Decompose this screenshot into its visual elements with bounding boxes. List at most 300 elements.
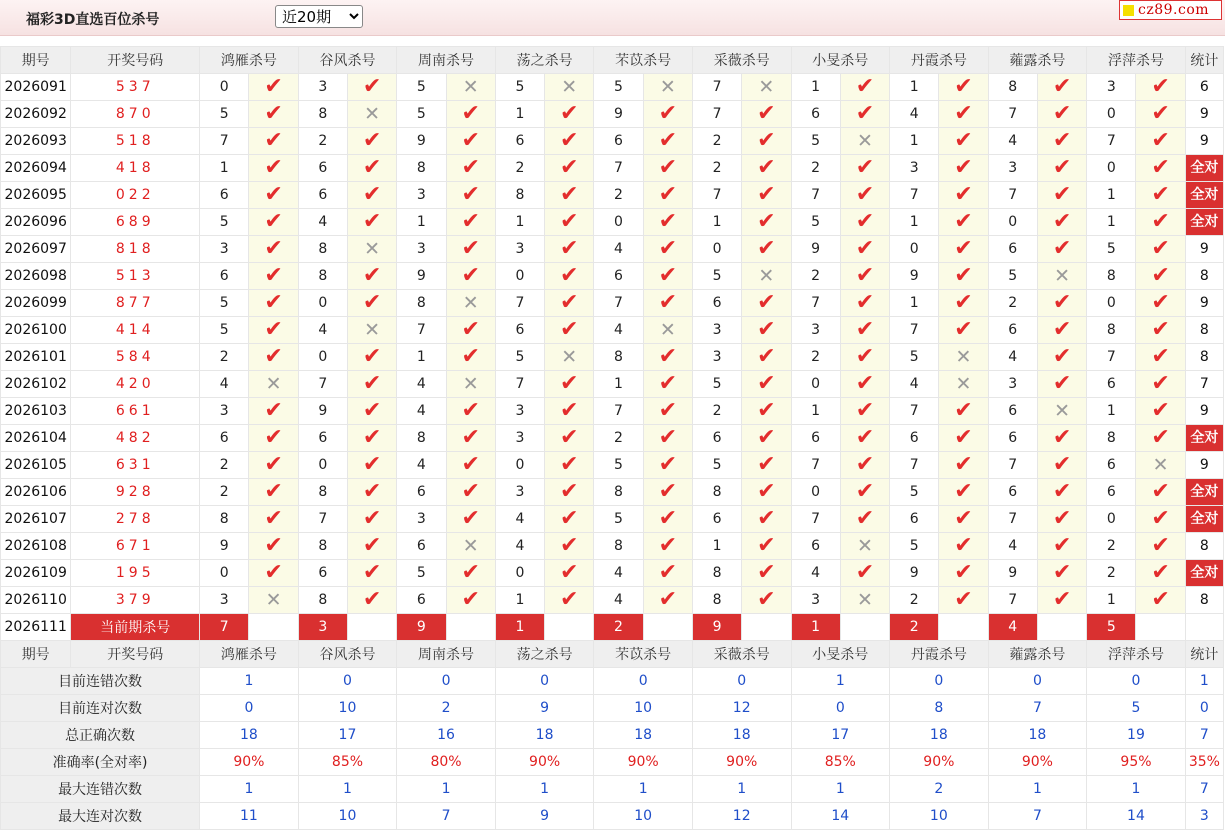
stats-value: 7 (988, 695, 1087, 722)
kill-number-cell: 0 (890, 236, 939, 263)
column-header-expert[interactable]: 芣苡杀号 (594, 47, 693, 74)
stats-label: 准确率(全对率) (1, 749, 200, 776)
result-cell (643, 344, 692, 371)
check-icon: ✔ (461, 425, 480, 450)
total-cell: 9 (1185, 398, 1223, 425)
result-cell (939, 182, 988, 209)
stats-row (1, 803, 1224, 830)
result-cell (1037, 236, 1086, 263)
check-icon: ✔ (757, 398, 776, 423)
check-icon: ✔ (658, 398, 678, 423)
column-header-expert[interactable]: 采薇杀号 (692, 47, 791, 74)
result-cell (1037, 425, 1086, 452)
kill-number-cell: 3 (495, 479, 544, 506)
check-icon: ✔ (855, 425, 875, 450)
result-cell (249, 209, 298, 236)
check-icon: ✔ (757, 317, 776, 342)
result-cell (643, 560, 692, 587)
total-cell (1185, 209, 1223, 236)
kill-number-cell: 4 (791, 560, 840, 587)
check-icon: ✔ (658, 209, 678, 234)
kill-number-cell: 7 (692, 101, 741, 128)
result-cell (446, 452, 495, 479)
current-kill-number: 4 (988, 614, 1037, 641)
kill-number-cell: 2 (791, 344, 840, 371)
result-cell (249, 101, 298, 128)
result-cell (1136, 263, 1185, 290)
stats-label: 最大连错次数 (1, 776, 200, 803)
all-correct-badge: 全对 (1186, 560, 1223, 586)
check-icon: ✔ (362, 155, 382, 180)
kill-number-cell: 7 (594, 398, 643, 425)
draw-number-cell: 513 (71, 263, 200, 290)
stats-value: 80% (397, 749, 496, 776)
result-cell (347, 263, 396, 290)
check-icon: ✔ (954, 263, 973, 288)
column-header-expert[interactable]: 周南杀号 (397, 641, 496, 668)
kill-number-cell: 6 (594, 263, 643, 290)
column-header-expert[interactable]: 芣苡杀号 (594, 641, 693, 668)
result-cell (1136, 479, 1185, 506)
column-header-period: 期号 (1, 641, 71, 668)
result-cell (1037, 182, 1086, 209)
draw-number-cell: 661 (71, 398, 200, 425)
kill-number-cell: 9 (397, 128, 446, 155)
kill-number-cell: 4 (890, 101, 939, 128)
column-header-expert[interactable]: 荡之杀号 (495, 47, 594, 74)
result-cell (446, 425, 495, 452)
result-cell (643, 533, 692, 560)
cross-icon: ✕ (265, 373, 282, 395)
result-cell (1136, 101, 1185, 128)
kill-number-cell: 8 (298, 587, 347, 614)
column-header-expert[interactable]: 鸿雁杀号 (200, 641, 299, 668)
result-cell (840, 425, 889, 452)
total-cell (1185, 560, 1223, 587)
check-icon: ✔ (264, 209, 283, 234)
kill-number-cell: 6 (1087, 479, 1136, 506)
kill-number-cell: 4 (495, 506, 544, 533)
check-icon: ✔ (264, 398, 283, 423)
period-cell: 2026106 (1, 479, 71, 506)
stats-value: 0 (200, 695, 299, 722)
result-cell (742, 155, 791, 182)
check-icon: ✔ (757, 182, 776, 207)
result-cell (249, 317, 298, 344)
result-cell (347, 209, 396, 236)
result-cell (249, 344, 298, 371)
period-select[interactable] (275, 5, 363, 28)
stats-value: 1 (791, 668, 890, 695)
result-cell (742, 290, 791, 317)
result-cell (545, 398, 594, 425)
kill-number-cell: 6 (495, 128, 544, 155)
column-header-expert[interactable]: 小旻杀号 (791, 47, 890, 74)
result-cell (742, 425, 791, 452)
total-cell (1185, 182, 1223, 209)
result-cell (347, 182, 396, 209)
column-header-expert[interactable]: 周南杀号 (397, 47, 496, 74)
check-icon: ✔ (560, 425, 579, 450)
stats-value: 0 (692, 668, 791, 695)
result-cell (249, 263, 298, 290)
kill-number-cell: 0 (495, 560, 544, 587)
stats-value: 0 (890, 668, 989, 695)
cross-icon: ✕ (955, 346, 972, 368)
stats-value: 90% (495, 749, 594, 776)
kill-number-cell: 1 (594, 371, 643, 398)
kill-number-cell: 1 (890, 74, 939, 101)
draw-number-cell: 818 (71, 236, 200, 263)
check-icon: ✔ (1151, 317, 1170, 342)
stats-value: 0 (397, 668, 496, 695)
result-cell (1037, 128, 1086, 155)
stats-value: 18 (988, 722, 1087, 749)
kill-number-cell: 9 (594, 101, 643, 128)
draw-number-cell: 689 (71, 209, 200, 236)
check-icon: ✔ (855, 209, 875, 234)
result-cell (446, 533, 495, 560)
result-cell (249, 452, 298, 479)
check-icon: ✔ (461, 182, 480, 207)
current-kill-spacer (446, 614, 495, 641)
check-icon: ✔ (954, 317, 973, 342)
kill-number-cell: 0 (988, 209, 1037, 236)
stats-row (1, 695, 1224, 722)
period-cell: 2026091 (1, 74, 71, 101)
column-header-expert[interactable]: 小旻杀号 (791, 641, 890, 668)
kill-number-cell: 3 (397, 182, 446, 209)
result-cell (545, 182, 594, 209)
kill-number-cell: 1 (495, 209, 544, 236)
check-icon: ✔ (658, 371, 678, 396)
kill-number-cell: 0 (692, 236, 741, 263)
kill-number-cell: 7 (692, 182, 741, 209)
kill-number-cell: 6 (692, 290, 741, 317)
current-kill-number: 1 (495, 614, 544, 641)
kill-number-cell: 7 (890, 317, 939, 344)
result-cell (1136, 344, 1185, 371)
result-cell (249, 74, 298, 101)
kill-number-cell: 9 (791, 236, 840, 263)
check-icon: ✔ (855, 101, 875, 126)
result-cell (742, 209, 791, 236)
kill-number-cell: 2 (791, 263, 840, 290)
stats-value: 0 (495, 668, 594, 695)
stats-value: 1 (1087, 776, 1186, 803)
result-cell (742, 560, 791, 587)
result-cell (939, 236, 988, 263)
check-icon: ✔ (1151, 101, 1170, 126)
check-icon: ✔ (954, 182, 973, 207)
kill-number-cell: 8 (594, 344, 643, 371)
stats-value: 1 (495, 776, 594, 803)
result-cell (840, 479, 889, 506)
check-icon: ✔ (461, 317, 480, 342)
result-cell (840, 128, 889, 155)
period-cell: 2026092 (1, 101, 71, 128)
stats-value: 90% (200, 749, 299, 776)
period-cell: 2026109 (1, 560, 71, 587)
check-icon: ✔ (264, 479, 283, 504)
result-cell (347, 344, 396, 371)
site-logo[interactable] (1119, 0, 1222, 20)
kill-number-cell: 9 (397, 263, 446, 290)
stats-value: 9 (495, 803, 594, 830)
check-icon: ✔ (264, 101, 283, 126)
column-header-expert[interactable]: 谷风杀号 (298, 47, 397, 74)
check-icon: ✔ (954, 587, 973, 612)
check-icon: ✔ (560, 398, 579, 423)
check-icon: ✔ (1151, 344, 1170, 369)
result-cell (1037, 317, 1086, 344)
result-cell (939, 452, 988, 479)
total-cell: 8 (1185, 533, 1223, 560)
result-cell (840, 263, 889, 290)
check-icon: ✔ (560, 209, 579, 234)
kill-number-cell: 7 (594, 290, 643, 317)
result-cell (347, 236, 396, 263)
column-header-number: 开奖号码 (71, 641, 200, 668)
result-cell (1136, 290, 1185, 317)
draw-number-cell: 195 (71, 560, 200, 587)
result-cell (446, 182, 495, 209)
check-icon: ✔ (1151, 209, 1170, 234)
result-cell (643, 452, 692, 479)
kill-number-cell: 1 (495, 587, 544, 614)
kill-number-cell: 2 (988, 290, 1037, 317)
column-header-expert[interactable]: 蕹露杀号 (988, 641, 1087, 668)
column-header-expert[interactable]: 荡之杀号 (495, 641, 594, 668)
kill-number-cell: 2 (200, 479, 249, 506)
result-cell (643, 155, 692, 182)
kill-number-cell: 6 (988, 236, 1037, 263)
stats-value: 10 (594, 695, 693, 722)
column-header-expert[interactable]: 谷风杀号 (298, 641, 397, 668)
draw-number-cell: 584 (71, 344, 200, 371)
check-icon: ✔ (658, 128, 678, 153)
result-cell (1037, 371, 1086, 398)
check-icon: ✔ (855, 263, 875, 288)
kill-number-cell: 1 (495, 101, 544, 128)
check-icon: ✔ (264, 128, 283, 153)
cross-icon: ✕ (856, 535, 873, 557)
top-bar (0, 0, 1225, 36)
table-row (1, 101, 1224, 128)
result-cell (446, 506, 495, 533)
check-icon: ✔ (264, 155, 283, 180)
current-kill-number: 5 (1087, 614, 1136, 641)
check-icon: ✔ (1052, 344, 1072, 369)
result-cell (249, 398, 298, 425)
table-row (1, 209, 1224, 236)
stats-total: 3 (1185, 803, 1223, 830)
check-icon: ✔ (954, 128, 973, 153)
check-icon: ✔ (757, 344, 776, 369)
stats-value: 2 (890, 776, 989, 803)
logo-square-icon (1123, 5, 1134, 16)
result-cell (545, 371, 594, 398)
result-cell (643, 74, 692, 101)
stats-value: 90% (594, 749, 693, 776)
kill-number-cell: 5 (692, 263, 741, 290)
column-header-expert[interactable]: 采薇杀号 (692, 641, 791, 668)
result-cell (446, 560, 495, 587)
stats-value: 1 (298, 776, 397, 803)
stats-value: 0 (298, 668, 397, 695)
total-cell: 9 (1185, 290, 1223, 317)
check-icon: ✔ (855, 560, 875, 585)
result-cell (939, 425, 988, 452)
kill-number-cell: 6 (1087, 452, 1136, 479)
total-cell: 8 (1185, 344, 1223, 371)
kill-number-cell: 8 (397, 155, 446, 182)
result-cell (840, 560, 889, 587)
check-icon: ✔ (461, 587, 480, 612)
kill-number-cell: 2 (692, 398, 741, 425)
result-cell (1037, 263, 1086, 290)
current-kill-spacer (742, 614, 791, 641)
column-header-expert[interactable]: 浮萍杀号 (1087, 47, 1186, 74)
kill-number-cell: 8 (397, 290, 446, 317)
stats-value: 10 (298, 803, 397, 830)
result-cell (742, 236, 791, 263)
check-icon: ✔ (855, 479, 875, 504)
column-header-expert[interactable]: 丹霞杀号 (890, 641, 989, 668)
page-title: 福彩3D直选百位杀号 (26, 12, 160, 28)
kill-number-cell: 6 (988, 479, 1037, 506)
result-cell (1037, 452, 1086, 479)
result-cell (742, 182, 791, 209)
current-kill-number: 9 (692, 614, 741, 641)
kill-number-cell: 1 (890, 128, 939, 155)
stats-header-row (1, 641, 1224, 668)
check-icon: ✔ (1052, 236, 1072, 261)
table-header (1, 47, 1224, 74)
result-cell (643, 425, 692, 452)
column-header-expert[interactable]: 丹霞杀号 (890, 47, 989, 74)
all-correct-badge: 全对 (1186, 155, 1223, 181)
table-row (1, 317, 1224, 344)
check-icon: ✔ (560, 587, 579, 612)
period-cell: 2026099 (1, 290, 71, 317)
draw-number-cell: 418 (71, 155, 200, 182)
kill-number-cell: 5 (1087, 236, 1136, 263)
result-cell (1037, 398, 1086, 425)
table-row (1, 182, 1224, 209)
result-cell (446, 155, 495, 182)
kill-number-cell: 3 (200, 398, 249, 425)
kill-number-cell: 2 (200, 344, 249, 371)
check-icon: ✔ (264, 506, 283, 531)
kill-number-cell: 3 (692, 317, 741, 344)
kill-number-cell: 8 (298, 236, 347, 263)
check-icon: ✔ (560, 560, 579, 585)
current-kill-spacer (840, 614, 889, 641)
check-icon: ✔ (658, 587, 678, 612)
column-header-expert[interactable]: 蕹露杀号 (988, 47, 1087, 74)
draw-number-cell: 671 (71, 533, 200, 560)
cross-icon: ✕ (561, 346, 578, 368)
check-icon: ✔ (560, 101, 579, 126)
kill-number-cell: 7 (988, 182, 1037, 209)
column-header-expert[interactable]: 浮萍杀号 (1087, 641, 1186, 668)
kill-number-cell: 4 (298, 317, 347, 344)
draw-number-cell: 631 (71, 452, 200, 479)
check-icon: ✔ (1151, 155, 1170, 180)
check-icon: ✔ (1052, 560, 1072, 585)
check-icon: ✔ (954, 155, 973, 180)
result-cell (545, 236, 594, 263)
result-cell (939, 371, 988, 398)
result-cell (643, 128, 692, 155)
table-row (1, 587, 1224, 614)
kill-number-cell: 0 (1087, 155, 1136, 182)
kill-number-cell: 0 (200, 560, 249, 587)
result-cell (249, 128, 298, 155)
stats-row (1, 668, 1224, 695)
column-header-expert[interactable]: 鸿雁杀号 (200, 47, 299, 74)
total-cell (1185, 155, 1223, 182)
check-icon: ✔ (461, 209, 480, 234)
check-icon: ✔ (461, 398, 480, 423)
result-cell (545, 101, 594, 128)
kill-number-cell: 5 (692, 452, 741, 479)
stats-row (1, 776, 1224, 803)
kill-number-cell: 0 (791, 479, 840, 506)
site-logo-text: cz89.com (1138, 2, 1210, 18)
kill-number-cell: 4 (594, 587, 643, 614)
check-icon: ✔ (461, 506, 480, 531)
result-cell (643, 371, 692, 398)
kill-number-cell: 3 (791, 587, 840, 614)
result-cell (840, 398, 889, 425)
stats-value: 5 (1087, 695, 1186, 722)
check-icon: ✔ (954, 236, 973, 261)
check-icon: ✔ (560, 506, 579, 531)
kill-number-cell: 1 (692, 533, 741, 560)
kill-number-cell: 3 (495, 398, 544, 425)
column-header-total: 统计 (1185, 47, 1223, 74)
check-icon: ✔ (1151, 263, 1170, 288)
check-icon: ✔ (362, 344, 382, 369)
kill-number-cell: 4 (495, 533, 544, 560)
table-row (1, 533, 1224, 560)
check-icon: ✔ (461, 344, 480, 369)
total-cell (1185, 479, 1223, 506)
total-cell (1185, 425, 1223, 452)
kill-number-cell: 6 (298, 182, 347, 209)
result-cell (939, 506, 988, 533)
table-row (1, 560, 1224, 587)
result-cell (1037, 101, 1086, 128)
check-icon: ✔ (264, 344, 283, 369)
kill-number-cell: 9 (890, 560, 939, 587)
table-row (1, 344, 1224, 371)
result-cell (249, 182, 298, 209)
result-cell (1037, 155, 1086, 182)
kill-number-cell: 6 (692, 425, 741, 452)
check-icon: ✔ (658, 452, 678, 477)
kill-number-cell: 6 (988, 317, 1037, 344)
kill-number-cell: 4 (397, 371, 446, 398)
check-icon: ✔ (1151, 182, 1170, 207)
result-cell (840, 506, 889, 533)
kill-number-cell: 4 (988, 128, 1037, 155)
stats-value: 90% (890, 749, 989, 776)
kill-number-cell: 9 (298, 398, 347, 425)
result-cell (446, 344, 495, 371)
